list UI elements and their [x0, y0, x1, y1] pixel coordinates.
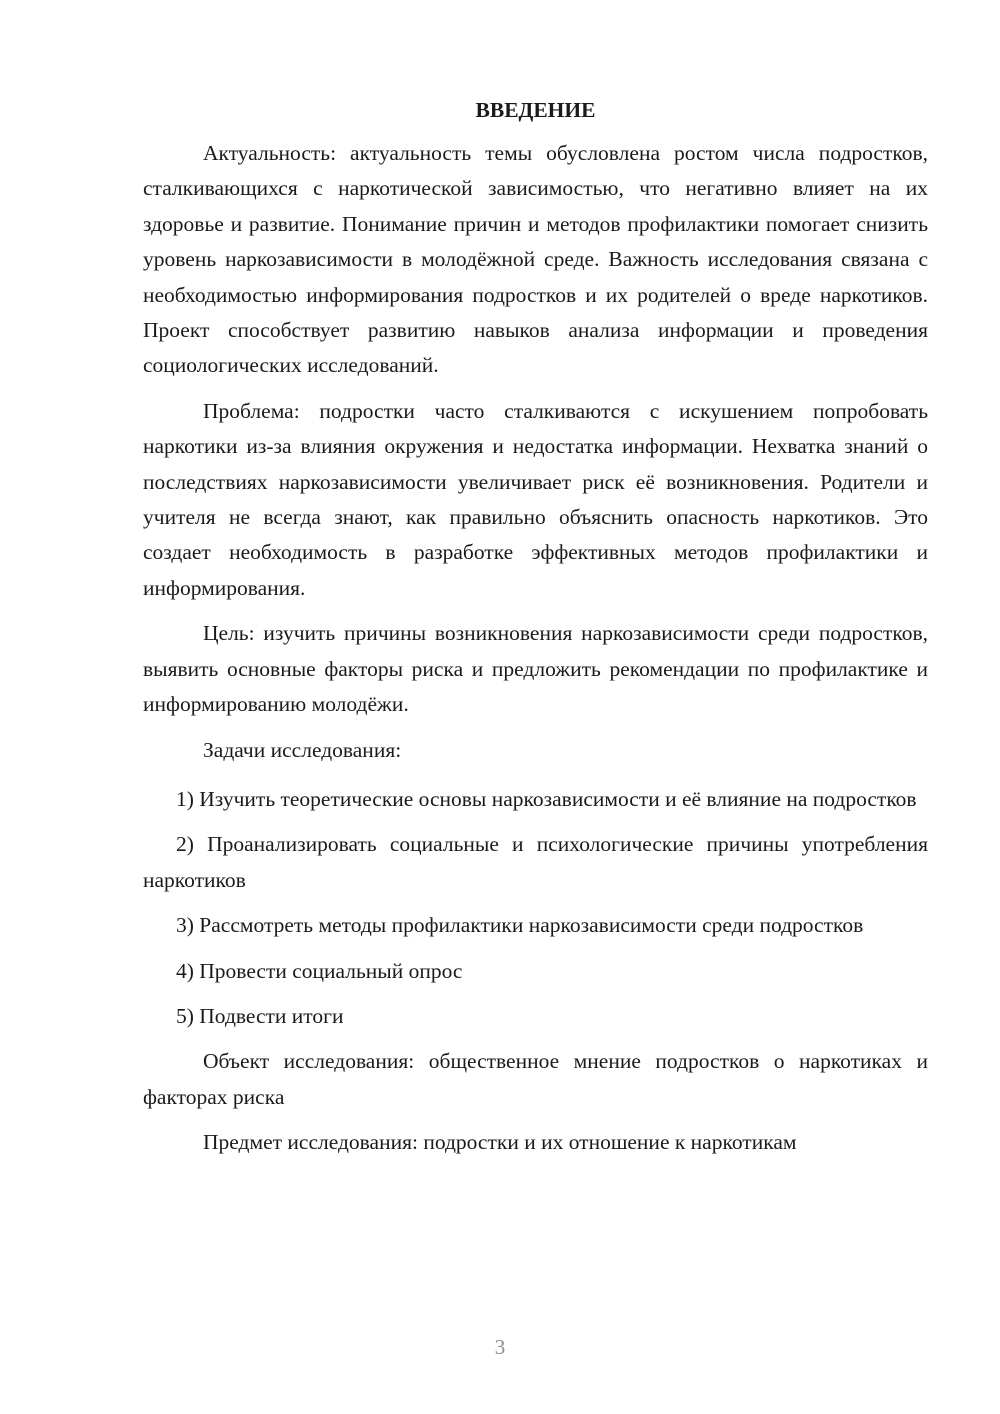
- research-object: Объект исследования: общественное мнение подростков о наркотиках и факторах риска: [143, 1049, 928, 1109]
- page-title: ВВЕДЕНИЕ: [475, 98, 596, 122]
- task-item-3: 3) Рассмотреть методы профилактики наркозависимости среди подростков: [176, 913, 864, 938]
- task-item-4: 4) Провести социальный опрос: [176, 958, 463, 983]
- research-subject: Предмет исследования: подростки и их отношение к наркотикам: [203, 1130, 797, 1155]
- paragraph-problem: Проблема: подростки часто сталкиваются с искушением попробовать наркотики из-за влияния окружения и недостатка информации. Нехватка знаний о последствиях наркозависимости увеличивает риск её возникновения. Родители и учителя не всегда знают, как правильно объяснить опасность наркотиков. Это создает необходимость в разработке эффективных методов профилактики и информирования.: [143, 398, 928, 600]
- page-number: 3: [494, 1335, 506, 1359]
- task-item-2: 2) Проанализировать социальные и психологические причины употребления наркотиков: [143, 832, 928, 892]
- paragraph-relevance: Актуальность: актуальность темы обусловлена ростом числа подростков, сталкивающихся с наркотической зависимостью, что негативно влияет на их здоровье и развитие. Понимание причин и методов профилактики помогает снизить уровень наркозависимости в молодёжной среде. Важность исследования связана с необходимостью информирования подростков и их родителей о вреде наркотиков. Проект способствует развитию навыков анализа информации и проведения социологических исследований.: [143, 141, 928, 378]
- task-item-1: 1) Изучить теоретические основы наркозависимости и её влияние на подростков: [176, 786, 917, 811]
- document-body: [143, 94, 928, 1161]
- paragraph-goal: Цель: изучить причины возникновения наркозависимости среди подростков, выявить основные факторы риска и предложить рекомендации по профилактике и информированию молодёжи.: [143, 621, 928, 717]
- task-item-5: 5) Подвести итоги: [176, 1003, 344, 1028]
- tasks-heading: Задачи исследования:: [203, 737, 402, 762]
